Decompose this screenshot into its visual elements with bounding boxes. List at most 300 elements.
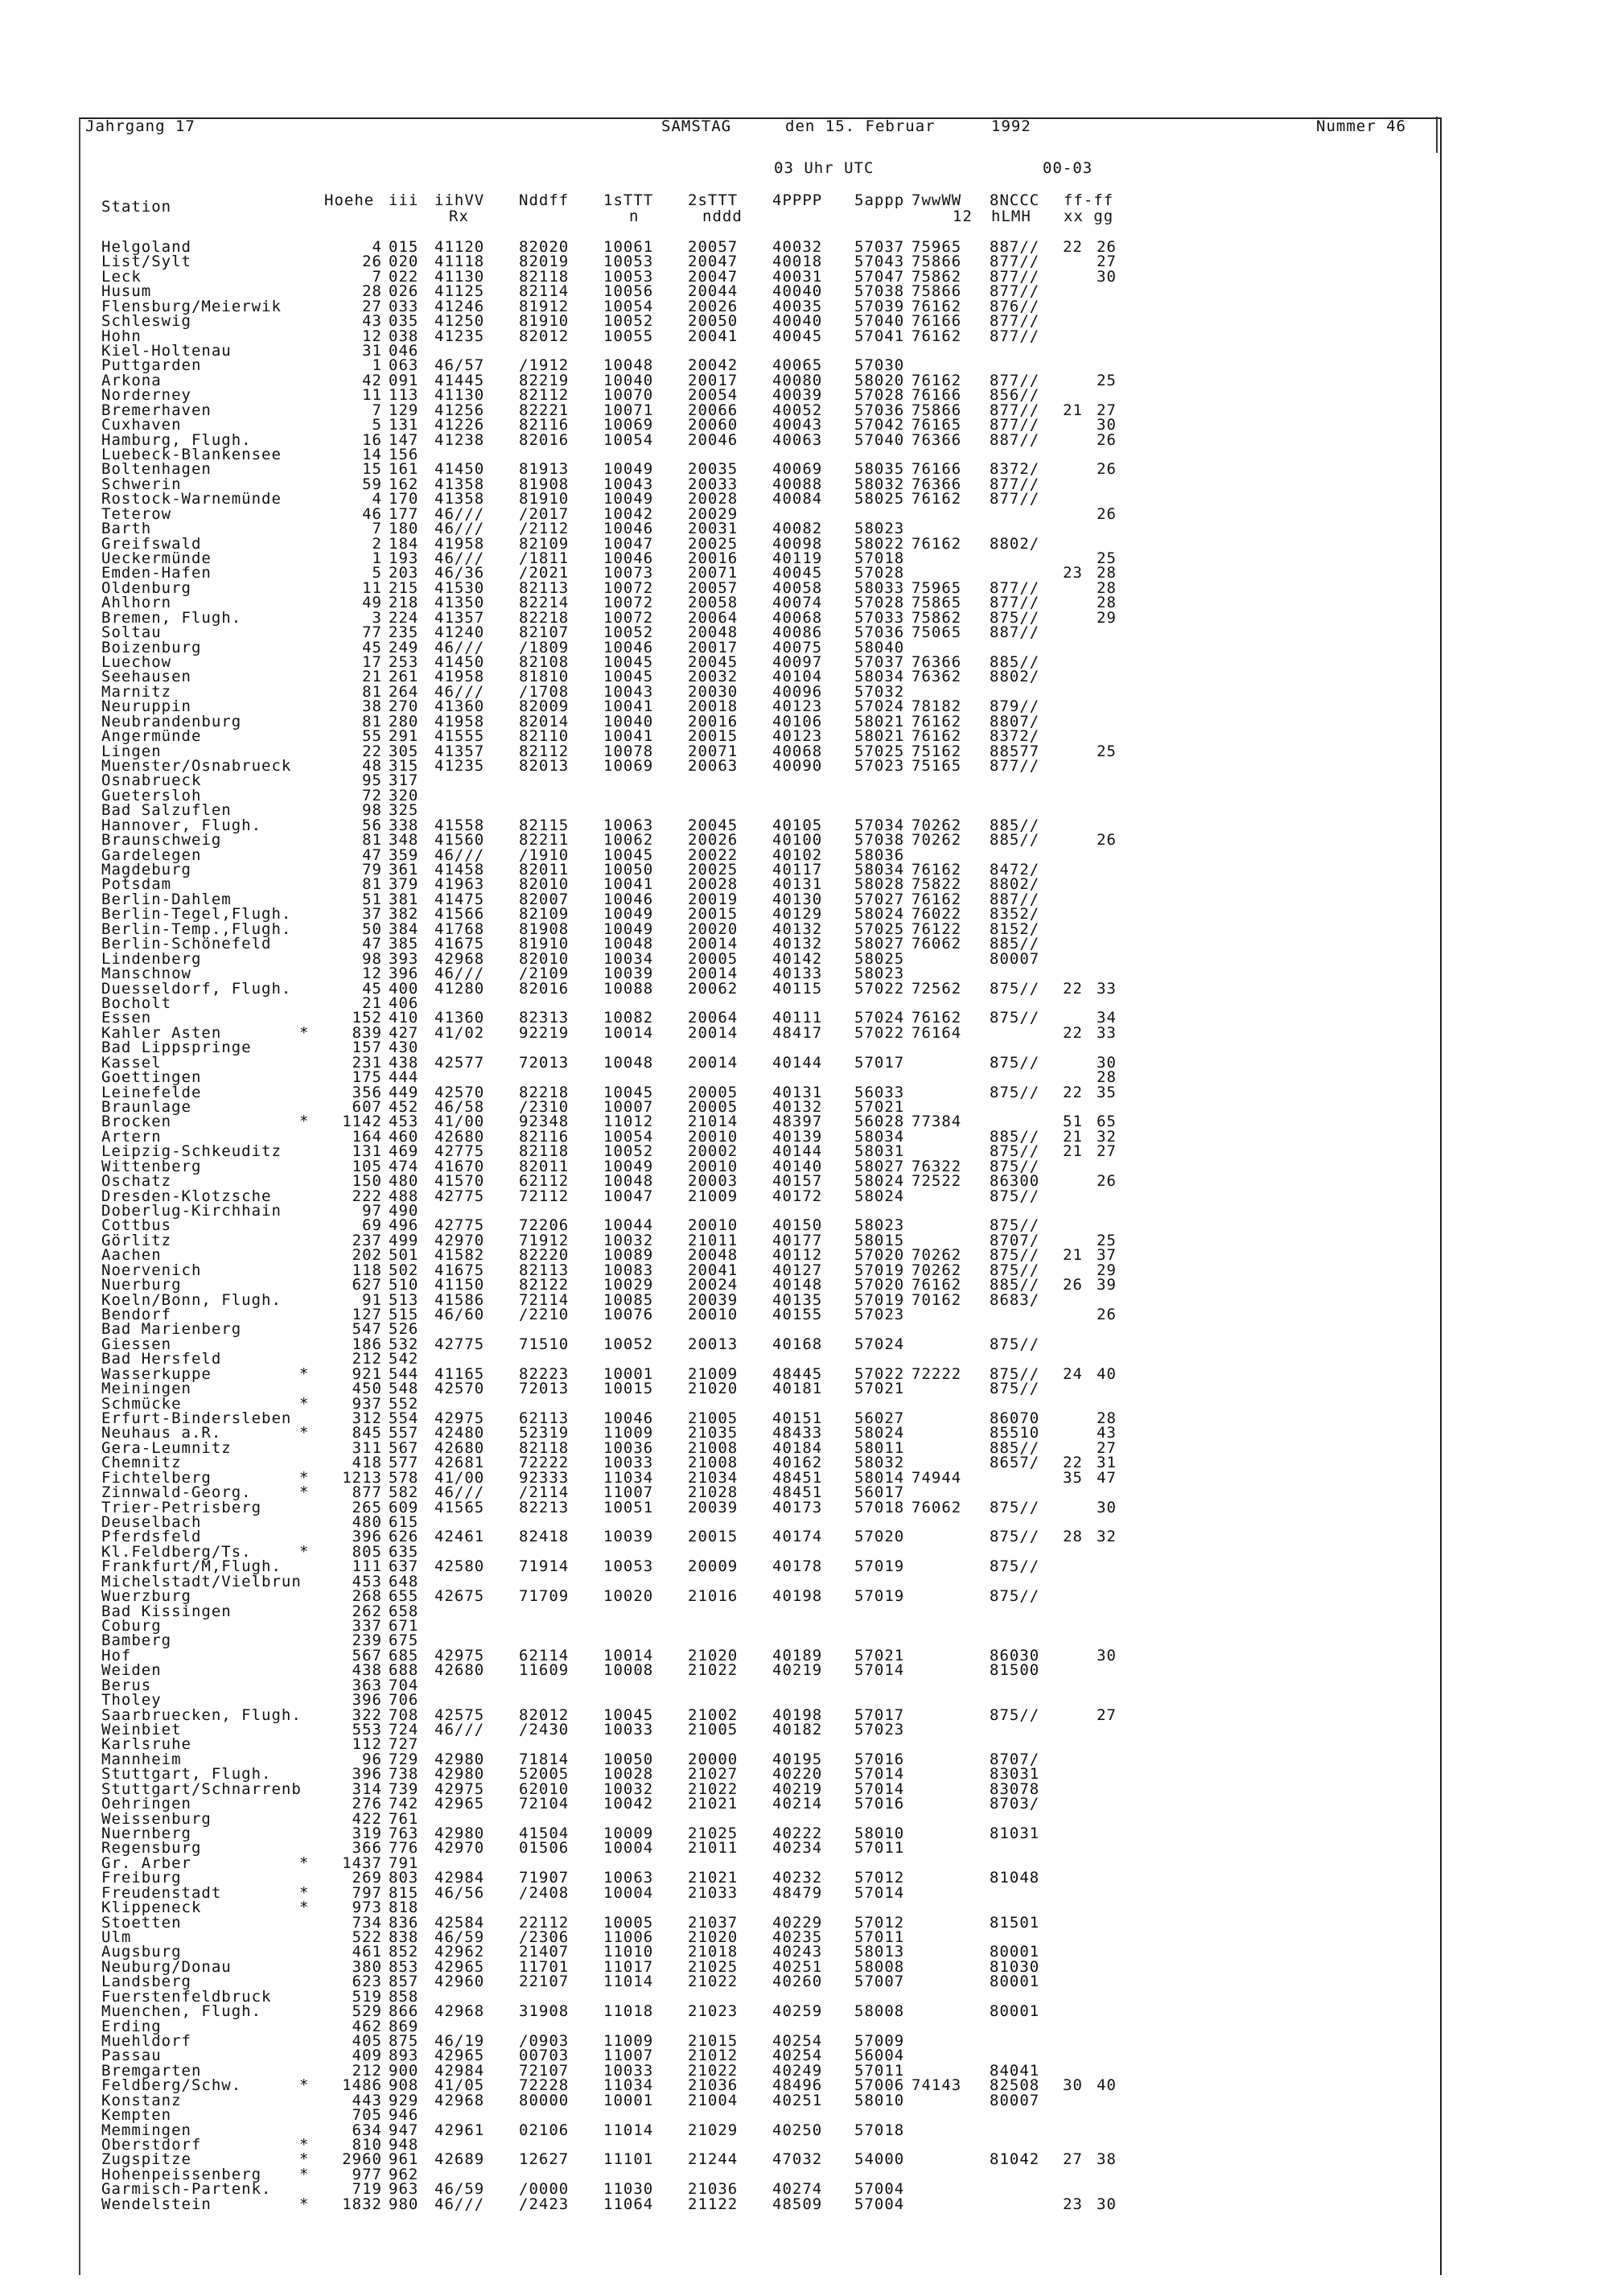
cloud-group: 887// bbox=[990, 890, 1040, 908]
iihvv-group: 46/// bbox=[434, 1483, 485, 1502]
weather-group: 72522 bbox=[911, 1172, 962, 1191]
gust-max: 26 bbox=[1063, 1276, 1083, 1294]
pressure-group: 40098 bbox=[772, 534, 823, 553]
iihvv-group: 41958 bbox=[434, 668, 485, 686]
station-index: 453 bbox=[389, 1113, 419, 1131]
nddff-group: 11701 bbox=[519, 1957, 570, 1976]
cloud-group: 8683/ bbox=[990, 1290, 1040, 1309]
tendency-group: 57021 bbox=[854, 1380, 905, 1398]
weather-group: 76062 bbox=[911, 935, 962, 953]
tendency-group: 57004 bbox=[854, 2195, 905, 2213]
cloud-group: 85510 bbox=[990, 1424, 1040, 1442]
station-height: 627 bbox=[352, 1276, 382, 1294]
temp-group: 10040 bbox=[603, 712, 654, 730]
station-index: 184 bbox=[389, 534, 419, 553]
station-height: 453 bbox=[352, 1572, 382, 1590]
weather-group: 72222 bbox=[911, 1364, 962, 1383]
station-index: 637 bbox=[389, 1557, 419, 1576]
station-index: 020 bbox=[389, 253, 419, 271]
station-name: Arkona bbox=[101, 371, 162, 389]
gust-mean: 29 bbox=[1097, 1261, 1117, 1279]
station-name: Wendelstein bbox=[101, 2195, 212, 2213]
pressure-group: 40243 bbox=[772, 1943, 823, 1961]
station-name: Berlin-Temp.,Flugh. bbox=[101, 920, 292, 938]
pressure-group: 40229 bbox=[772, 1913, 823, 1932]
table-row bbox=[0, 981, 1609, 997]
iihvv-group: 41555 bbox=[434, 727, 485, 746]
pressure-group: 40259 bbox=[772, 2002, 823, 2021]
gust-mean: 26 bbox=[1097, 504, 1117, 523]
station-name: Berus bbox=[101, 1676, 152, 1694]
station-index: 635 bbox=[389, 1542, 419, 1561]
nddff-group: 82220 bbox=[519, 1246, 570, 1265]
gust-mean: 47 bbox=[1097, 1468, 1117, 1487]
tendency-group: 58024 bbox=[854, 1172, 905, 1191]
station-name: Neuruppin bbox=[101, 697, 191, 716]
temp-group: 10029 bbox=[603, 1276, 654, 1294]
weather-group: 75866 bbox=[911, 253, 962, 271]
station-name: Bremerhaven bbox=[101, 401, 212, 419]
temp-group: 10052 bbox=[603, 1142, 654, 1161]
iihvv-group: 46/59 bbox=[434, 2180, 485, 2199]
station-height: 396 bbox=[352, 1765, 382, 1784]
pressure-group: 40148 bbox=[772, 1276, 823, 1294]
table-row bbox=[0, 1616, 1609, 1635]
station-name: Saarbruecken, Flugh. bbox=[101, 1706, 302, 1724]
pressure-group: 40142 bbox=[772, 949, 823, 968]
pressure-group: 40219 bbox=[772, 1780, 823, 1798]
weather-group: 76165 bbox=[911, 416, 962, 434]
tendency-group: 57036 bbox=[854, 623, 905, 642]
dewpoint-group: 21009 bbox=[688, 1364, 739, 1383]
station-height: 607 bbox=[352, 1097, 382, 1116]
iihvv-group: 42984 bbox=[434, 2061, 485, 2080]
iihvv-group: 41/00 bbox=[434, 1113, 485, 1131]
tendency-group: 57018 bbox=[854, 549, 905, 568]
temp-group: 10071 bbox=[603, 401, 654, 419]
station-index: 026 bbox=[389, 282, 419, 301]
station-index: 838 bbox=[389, 1928, 419, 1947]
station-name: Coburg bbox=[101, 1616, 162, 1635]
pressure-group: 40157 bbox=[772, 1172, 823, 1191]
station-index: 035 bbox=[389, 312, 419, 331]
station-height: 396 bbox=[352, 1528, 382, 1546]
station-height: 405 bbox=[352, 2032, 382, 2051]
tendency-group: 57014 bbox=[854, 1780, 905, 1798]
table-row bbox=[0, 492, 1609, 507]
temp-group: 10043 bbox=[603, 682, 654, 701]
station-name: Barth bbox=[101, 520, 152, 538]
station-name: Gera-Leumnitz bbox=[101, 1438, 232, 1457]
station-index: 658 bbox=[389, 1602, 419, 1620]
nddff-group: 72222 bbox=[519, 1454, 570, 1472]
day-label: SAMSTAG bbox=[661, 117, 732, 135]
station-height: 623 bbox=[352, 1973, 382, 1991]
station-height: 461 bbox=[352, 1943, 382, 1961]
nddff-group: 82211 bbox=[519, 831, 570, 850]
dewpoint-group: 20047 bbox=[688, 267, 739, 286]
station-height: 319 bbox=[352, 1825, 382, 1842]
iihvv-group: 41125 bbox=[434, 282, 485, 301]
pressure-group: 40139 bbox=[772, 1127, 823, 1146]
iihvv-group: 42680 bbox=[434, 1127, 485, 1146]
station-index: 908 bbox=[389, 2076, 419, 2095]
gust-max: 35 bbox=[1063, 1468, 1083, 1487]
pressure-group: 40032 bbox=[772, 238, 823, 256]
temp-group: 10007 bbox=[603, 1097, 654, 1116]
pressure-group: 40052 bbox=[772, 401, 823, 419]
nddff-group: 82016 bbox=[519, 430, 570, 449]
dewpoint-group: 20016 bbox=[688, 549, 739, 568]
station-index: 818 bbox=[389, 1899, 419, 1917]
cloud-group: 8802/ bbox=[990, 534, 1040, 553]
iihvv-group: 42675 bbox=[434, 1587, 485, 1606]
station-index: 688 bbox=[389, 1661, 419, 1680]
station-name: Schleswig bbox=[101, 312, 191, 331]
station-index: 763 bbox=[389, 1825, 419, 1842]
station-index: 761 bbox=[389, 1809, 419, 1828]
dewpoint-group: 20000 bbox=[688, 1750, 739, 1768]
nddff-group: 80000 bbox=[519, 2091, 570, 2109]
station-index: 359 bbox=[389, 846, 419, 864]
dewpoint-group: 20014 bbox=[688, 935, 739, 953]
station-height: 96 bbox=[362, 1750, 382, 1768]
pressure-group: 40144 bbox=[772, 1142, 823, 1161]
station-height: 311 bbox=[352, 1438, 382, 1457]
tendency-group: 57006 bbox=[854, 2076, 905, 2095]
weather-group: 75822 bbox=[911, 875, 962, 894]
nddff-group: /2109 bbox=[519, 965, 570, 983]
tendency-group: 58032 bbox=[854, 1454, 905, 1472]
gust-mean: 33 bbox=[1097, 979, 1117, 998]
iihvv-group: 46/19 bbox=[434, 2032, 485, 2051]
station-index: 724 bbox=[389, 1721, 419, 1738]
station-name: Bremen, Flugh. bbox=[101, 608, 242, 627]
high-station-marker: * bbox=[299, 1424, 310, 1442]
station-height: 734 bbox=[352, 1913, 382, 1932]
iihvv-group: 41675 bbox=[434, 935, 485, 953]
gust-max: 21 bbox=[1063, 401, 1083, 419]
cloud-group: 8707/ bbox=[990, 1750, 1040, 1768]
pressure-group: 40129 bbox=[772, 905, 823, 924]
nddff-group: 62112 bbox=[519, 1172, 570, 1191]
iihvv-group: 42961 bbox=[434, 2121, 485, 2139]
station-name: Stuttgart, Flugh. bbox=[101, 1765, 272, 1784]
dewpoint-group: 21021 bbox=[688, 1795, 739, 1813]
nddff-group: /2112 bbox=[519, 520, 570, 538]
temp-group: 10056 bbox=[603, 282, 654, 301]
temp-group: 10045 bbox=[603, 846, 654, 864]
iihvv-group: 41130 bbox=[434, 267, 485, 286]
cloud-group: 81031 bbox=[990, 1825, 1040, 1842]
tendency-group: 58010 bbox=[854, 1825, 905, 1842]
cloud-group: 877// bbox=[990, 253, 1040, 271]
tendency-group: 58023 bbox=[854, 1216, 905, 1235]
iihvv-group: 41963 bbox=[434, 875, 485, 894]
station-index: 131 bbox=[389, 416, 419, 434]
iihvv-group: 41450 bbox=[434, 653, 485, 672]
temp-group: 10015 bbox=[603, 1380, 654, 1398]
iihvv-group: 41566 bbox=[434, 905, 485, 924]
weather-group: 76162 bbox=[911, 890, 962, 908]
station-name: Guetersloh bbox=[101, 786, 202, 804]
station-name: Passau bbox=[101, 2047, 162, 2065]
temp-group: 10001 bbox=[603, 2091, 654, 2109]
iihvv-group: 41246 bbox=[434, 297, 485, 315]
station-name: Gr. Arber bbox=[101, 1854, 191, 1872]
temp-group: 10001 bbox=[603, 1364, 654, 1383]
pressure-group: 40096 bbox=[772, 682, 823, 701]
nddff-group: 21407 bbox=[519, 1943, 570, 1961]
pressure-group: 40080 bbox=[772, 371, 823, 389]
station-height: 81 bbox=[362, 682, 382, 701]
temp-group: 10053 bbox=[603, 267, 654, 286]
iihvv-group: 41458 bbox=[434, 861, 485, 879]
tendency-group: 58023 bbox=[854, 965, 905, 983]
tendency-group: 57014 bbox=[854, 1765, 905, 1784]
iihvv-group: 46/// bbox=[434, 965, 485, 983]
pressure-group: 40040 bbox=[772, 282, 823, 301]
pressure-group: 40254 bbox=[772, 2032, 823, 2051]
pressure-group: 40232 bbox=[772, 1869, 823, 1887]
tendency-group: 58034 bbox=[854, 1127, 905, 1146]
iihvv-group: 41357 bbox=[434, 742, 485, 760]
station-name: Weinbiet bbox=[101, 1721, 182, 1738]
pressure-group: 40155 bbox=[772, 1305, 823, 1323]
nddff-group: 92219 bbox=[519, 1023, 570, 1042]
tendency-group: 58024 bbox=[854, 1187, 905, 1205]
cloud-group: 875// bbox=[990, 1187, 1040, 1205]
col-hoehe: Hoehe bbox=[324, 191, 375, 209]
dewpoint-group: 20025 bbox=[688, 861, 739, 879]
temp-group: 11030 bbox=[603, 2180, 654, 2199]
station-height: 231 bbox=[352, 1053, 382, 1072]
pressure-group: 40174 bbox=[772, 1528, 823, 1546]
station-height: 55 bbox=[362, 727, 382, 746]
temp-group: 10072 bbox=[603, 578, 654, 597]
pressure-group: 40260 bbox=[772, 1973, 823, 1991]
station-index: 253 bbox=[389, 653, 419, 672]
iihvv-group: 41570 bbox=[434, 1172, 485, 1191]
station-height: 2960 bbox=[342, 2150, 382, 2169]
nddff-group: 82019 bbox=[519, 253, 570, 271]
gust-mean: 30 bbox=[1097, 1053, 1117, 1072]
temp-group: 10049 bbox=[603, 1157, 654, 1175]
gust-mean: 28 bbox=[1097, 594, 1117, 612]
temp-group: 10040 bbox=[603, 371, 654, 389]
station-index: 162 bbox=[389, 475, 419, 493]
station-name: Artern bbox=[101, 1127, 162, 1146]
cloud-group: 875// bbox=[990, 1261, 1040, 1279]
temp-group: 10053 bbox=[603, 1557, 654, 1576]
dewpoint-group: 20030 bbox=[688, 682, 739, 701]
station-index: 609 bbox=[389, 1498, 419, 1516]
pressure-group: 40173 bbox=[772, 1498, 823, 1516]
station-index: 315 bbox=[389, 757, 419, 776]
station-index: 708 bbox=[389, 1706, 419, 1724]
tendency-group: 57019 bbox=[854, 1261, 905, 1279]
station-index: 113 bbox=[389, 386, 419, 405]
station-height: 567 bbox=[352, 1646, 382, 1664]
dewpoint-group: 21009 bbox=[688, 1187, 739, 1205]
nddff-group: 82012 bbox=[519, 1706, 570, 1724]
station-name: Hamburg, Flugh. bbox=[101, 430, 252, 449]
iihvv-group: 46/58 bbox=[434, 1097, 485, 1116]
pressure-group: 40088 bbox=[772, 475, 823, 493]
station-height: 322 bbox=[352, 1706, 382, 1724]
station-index: 480 bbox=[389, 1172, 419, 1191]
nddff-group: 41504 bbox=[519, 1825, 570, 1842]
station-height: 131 bbox=[352, 1142, 382, 1161]
table-row bbox=[0, 1883, 1609, 1902]
station-index: 215 bbox=[389, 578, 419, 597]
iihvv-group: 41530 bbox=[434, 578, 485, 597]
station-name: Neubrandenburg bbox=[101, 712, 242, 730]
temp-group: 10039 bbox=[603, 965, 654, 983]
station-height: 409 bbox=[352, 2047, 382, 2065]
col-2sttt: 2sTTT bbox=[688, 191, 739, 209]
dewpoint-group: 20042 bbox=[688, 356, 739, 375]
pressure-group: 40249 bbox=[772, 2061, 823, 2080]
dewpoint-group: 21122 bbox=[688, 2195, 739, 2213]
station-height: 262 bbox=[352, 1602, 382, 1620]
temp-group: 10070 bbox=[603, 386, 654, 405]
station-height: 265 bbox=[352, 1498, 382, 1516]
iihvv-group: 46/// bbox=[434, 682, 485, 701]
tendency-group: 57037 bbox=[854, 653, 905, 672]
cloud-group: 877// bbox=[990, 327, 1040, 345]
pressure-group: 40251 bbox=[772, 2091, 823, 2109]
station-name: Augsburg bbox=[101, 1943, 182, 1961]
pressure-group: 40045 bbox=[772, 327, 823, 345]
dewpoint-group: 21002 bbox=[688, 1706, 739, 1724]
station-index: 557 bbox=[389, 1424, 419, 1442]
nddff-group: 82010 bbox=[519, 949, 570, 968]
nddff-group: 62114 bbox=[519, 1646, 570, 1664]
temp-group: 10050 bbox=[603, 1750, 654, 1768]
pressure-group: 40151 bbox=[772, 1409, 823, 1427]
station-name: Norderney bbox=[101, 386, 191, 405]
nddff-group: 82218 bbox=[519, 608, 570, 627]
nddff-group: 72206 bbox=[519, 1216, 570, 1235]
station-height: 396 bbox=[352, 1691, 382, 1710]
pressure-group: 40274 bbox=[772, 2180, 823, 2199]
station-name: Magdeburg bbox=[101, 861, 191, 879]
dewpoint-group: 20015 bbox=[688, 905, 739, 924]
nddff-group: 82110 bbox=[519, 727, 570, 746]
tendency-group: 58036 bbox=[854, 846, 905, 864]
temp-group: 10048 bbox=[603, 1172, 654, 1191]
tendency-group: 57022 bbox=[854, 979, 905, 998]
tendency-group: 57017 bbox=[854, 1706, 905, 1724]
station-index: 249 bbox=[389, 638, 419, 656]
station-index: 542 bbox=[389, 1350, 419, 1368]
station-name: Muenchen, Flugh. bbox=[101, 2002, 262, 2021]
tendency-group: 56027 bbox=[854, 1409, 905, 1427]
pressure-group: 40251 bbox=[772, 1957, 823, 1976]
station-name: Helgoland bbox=[101, 238, 191, 256]
nddff-group: 01506 bbox=[519, 1839, 570, 1858]
nddff-group: /2210 bbox=[519, 1305, 570, 1323]
station-height: 380 bbox=[352, 1957, 382, 1976]
iihvv-group: 42584 bbox=[434, 1913, 485, 1932]
dewpoint-group: 20062 bbox=[688, 979, 739, 998]
temp-group: 11064 bbox=[603, 2195, 654, 2213]
weather-group: 75965 bbox=[911, 238, 962, 256]
pressure-group: 40086 bbox=[772, 623, 823, 642]
station-index: 348 bbox=[389, 831, 419, 850]
temp-group: 10049 bbox=[603, 920, 654, 938]
station-height: 48 bbox=[362, 757, 382, 776]
iihvv-group: 42970 bbox=[434, 1839, 485, 1858]
weather-group: 74143 bbox=[911, 2076, 962, 2095]
nddff-group: /1809 bbox=[519, 638, 570, 656]
station-index: 948 bbox=[389, 2136, 419, 2154]
temp-group: 11007 bbox=[603, 2047, 654, 2065]
station-name: Boltenhagen bbox=[101, 460, 212, 479]
station-index: 738 bbox=[389, 1765, 419, 1784]
pressure-group: 40140 bbox=[772, 1157, 823, 1175]
station-height: 1437 bbox=[342, 1854, 382, 1872]
station-height: 810 bbox=[352, 2136, 382, 2154]
temp-group: 11018 bbox=[603, 2002, 654, 2021]
iihvv-group: 42980 bbox=[434, 1750, 485, 1768]
temp-group: 10051 bbox=[603, 1498, 654, 1516]
temp-group: 10045 bbox=[603, 1083, 654, 1101]
cloud-group: 8657/ bbox=[990, 1454, 1040, 1472]
dewpoint-group: 21033 bbox=[688, 1883, 739, 1902]
cloud-group: 8802/ bbox=[990, 875, 1040, 894]
temp-group: 10061 bbox=[603, 238, 654, 256]
station-name: Bad Lippspringe bbox=[101, 1039, 252, 1057]
pressure-group: 40182 bbox=[772, 1721, 823, 1738]
iihvv-group: 41/02 bbox=[434, 1023, 485, 1042]
high-station-marker: * bbox=[299, 1364, 310, 1383]
station-height: 547 bbox=[352, 1320, 382, 1339]
station-height: 56 bbox=[362, 816, 382, 834]
station-height: 877 bbox=[352, 1483, 382, 1502]
cloud-group: 80001 bbox=[990, 1973, 1040, 1991]
table-row bbox=[0, 2004, 1609, 2019]
iihvv-group: 41358 bbox=[434, 490, 485, 508]
cloud-group: 81501 bbox=[990, 1913, 1040, 1932]
station-index: 567 bbox=[389, 1438, 419, 1457]
station-index: 815 bbox=[389, 1883, 419, 1902]
tendency-group: 58035 bbox=[854, 460, 905, 479]
station-name: Noervenich bbox=[101, 1261, 202, 1279]
dewpoint-group: 21008 bbox=[688, 1438, 739, 1457]
station-index: 270 bbox=[389, 697, 419, 716]
cloud-group: 875// bbox=[990, 1528, 1040, 1546]
station-index: 317 bbox=[389, 772, 419, 790]
nddff-group: 82016 bbox=[519, 979, 570, 998]
temp-group: 10043 bbox=[603, 475, 654, 493]
station-index: 193 bbox=[389, 549, 419, 568]
station-height: 12 bbox=[362, 965, 382, 983]
iihvv-group: 46/// bbox=[434, 2195, 485, 2213]
cloud-group: 80001 bbox=[990, 2002, 1040, 2021]
cloud-group: 875// bbox=[990, 1380, 1040, 1398]
tendency-group: 57040 bbox=[854, 430, 905, 449]
temp-group: 10049 bbox=[603, 905, 654, 924]
iihvv-group: 42968 bbox=[434, 2002, 485, 2021]
cloud-group: 875// bbox=[990, 1557, 1040, 1576]
station-name: Trier-Petrisberg bbox=[101, 1498, 262, 1516]
tendency-group: 58025 bbox=[854, 949, 905, 968]
station-index: 264 bbox=[389, 682, 419, 701]
tendency-group: 57009 bbox=[854, 2032, 905, 2051]
pressure-group: 40132 bbox=[772, 935, 823, 953]
